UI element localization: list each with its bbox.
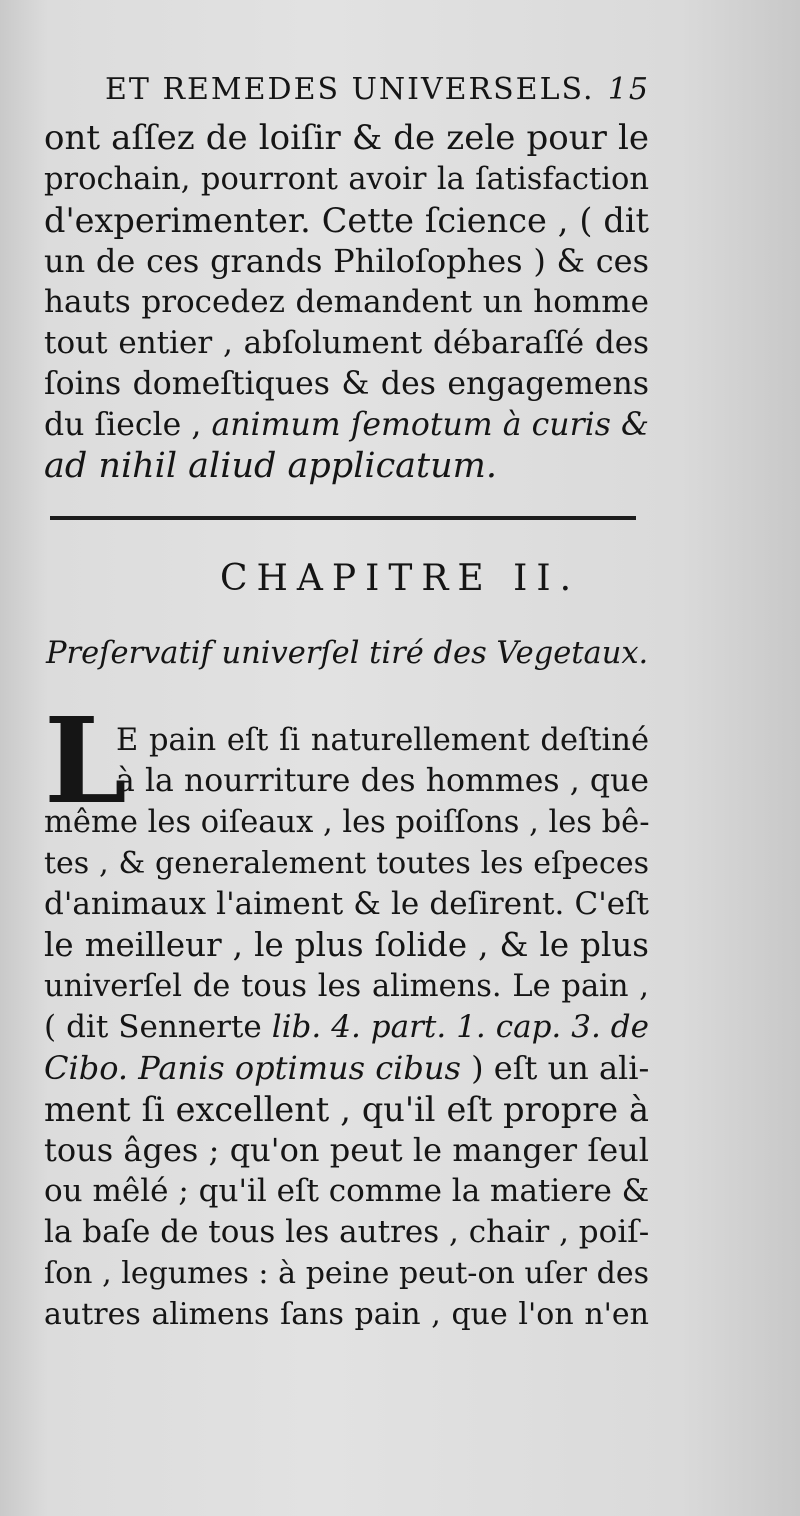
section-divider	[50, 516, 636, 520]
page-number: 15	[607, 72, 650, 107]
indented-lines	[116, 720, 649, 802]
text-line: univerſel de tous les alimens. Le pain ,	[44, 969, 649, 1004]
text-line-mixed	[44, 405, 649, 446]
text-line: ment ſi excellent , qu'il eſt propre à	[44, 1090, 649, 1129]
text-line: un de ces grands Philoſophes ) & ces	[44, 242, 649, 280]
citation-line	[44, 1007, 649, 1048]
text-line: tout entier , abſolument débaraſſé des	[44, 325, 649, 361]
latin-quote: Cibo. Panis optimus cibus	[44, 1049, 461, 1087]
text-line: prochain, pourront avoir la ſatisfaction	[44, 162, 649, 197]
text-line: tous âges ; qu'on peut le manger ſeul	[44, 1131, 649, 1169]
roman-text: ) eſt un ali-	[460, 1049, 650, 1087]
text-line: même les oiſeaux , les poiſſons , les bê-	[44, 805, 650, 840]
latin-quote: animum ſemotum à curis &	[211, 407, 649, 443]
roman-text: ( dit Sennerte	[44, 1009, 272, 1045]
text-line: ou mêlé ; qu'il eſt comme la matiere &	[44, 1173, 650, 1209]
running-title: ET REMEDES UNIVERSELS.	[105, 72, 595, 107]
latin-quote-end: ad nihil aliud applicatum.	[44, 446, 497, 486]
citation-line	[44, 1048, 649, 1089]
drop-cap: L	[44, 691, 127, 830]
citation-italic: lib. 4. part. 1. cap. 3. de	[271, 1009, 649, 1045]
text-line: E pain eſt ſi naturellement deſtiné	[116, 723, 649, 758]
text-line: d'animaux l'aiment & le deſirent. C'eſt	[44, 886, 649, 922]
text-line: la baſe de tous les autres , chair , poiſ-	[44, 1214, 650, 1250]
running-header	[105, 72, 650, 116]
text-line: ont aſſez de loiſir & de zele pour le	[44, 118, 649, 158]
text-line: à la nourriture des hommes , que	[116, 763, 649, 799]
text-line: ſoins domeſtiques & des engagemens	[44, 366, 649, 402]
chapter-title: CHAPITRE II.	[219, 558, 581, 599]
top-paragraph	[44, 118, 649, 487]
text-line: le meilleur , le plus ſolide , & le plus	[44, 926, 649, 964]
roman-text: du ſiecle ,	[44, 407, 212, 443]
text-line: ſon , legumes : à peine peut-on uſer des	[44, 1256, 649, 1291]
text-line: d'experimenter. Cette ſcience , ( dit	[44, 201, 649, 240]
text-line: hauts procedez demandent un homme	[44, 284, 649, 320]
text-line: tes , & generalement toutes les eſpeces	[44, 846, 649, 881]
chapter-subtitle: Preſervatif univerſel tiré des Vegetaux.	[46, 636, 649, 671]
text-line: autres alimens ſans pain , que l'on n'en	[44, 1297, 649, 1332]
main-paragraph	[44, 802, 649, 1335]
